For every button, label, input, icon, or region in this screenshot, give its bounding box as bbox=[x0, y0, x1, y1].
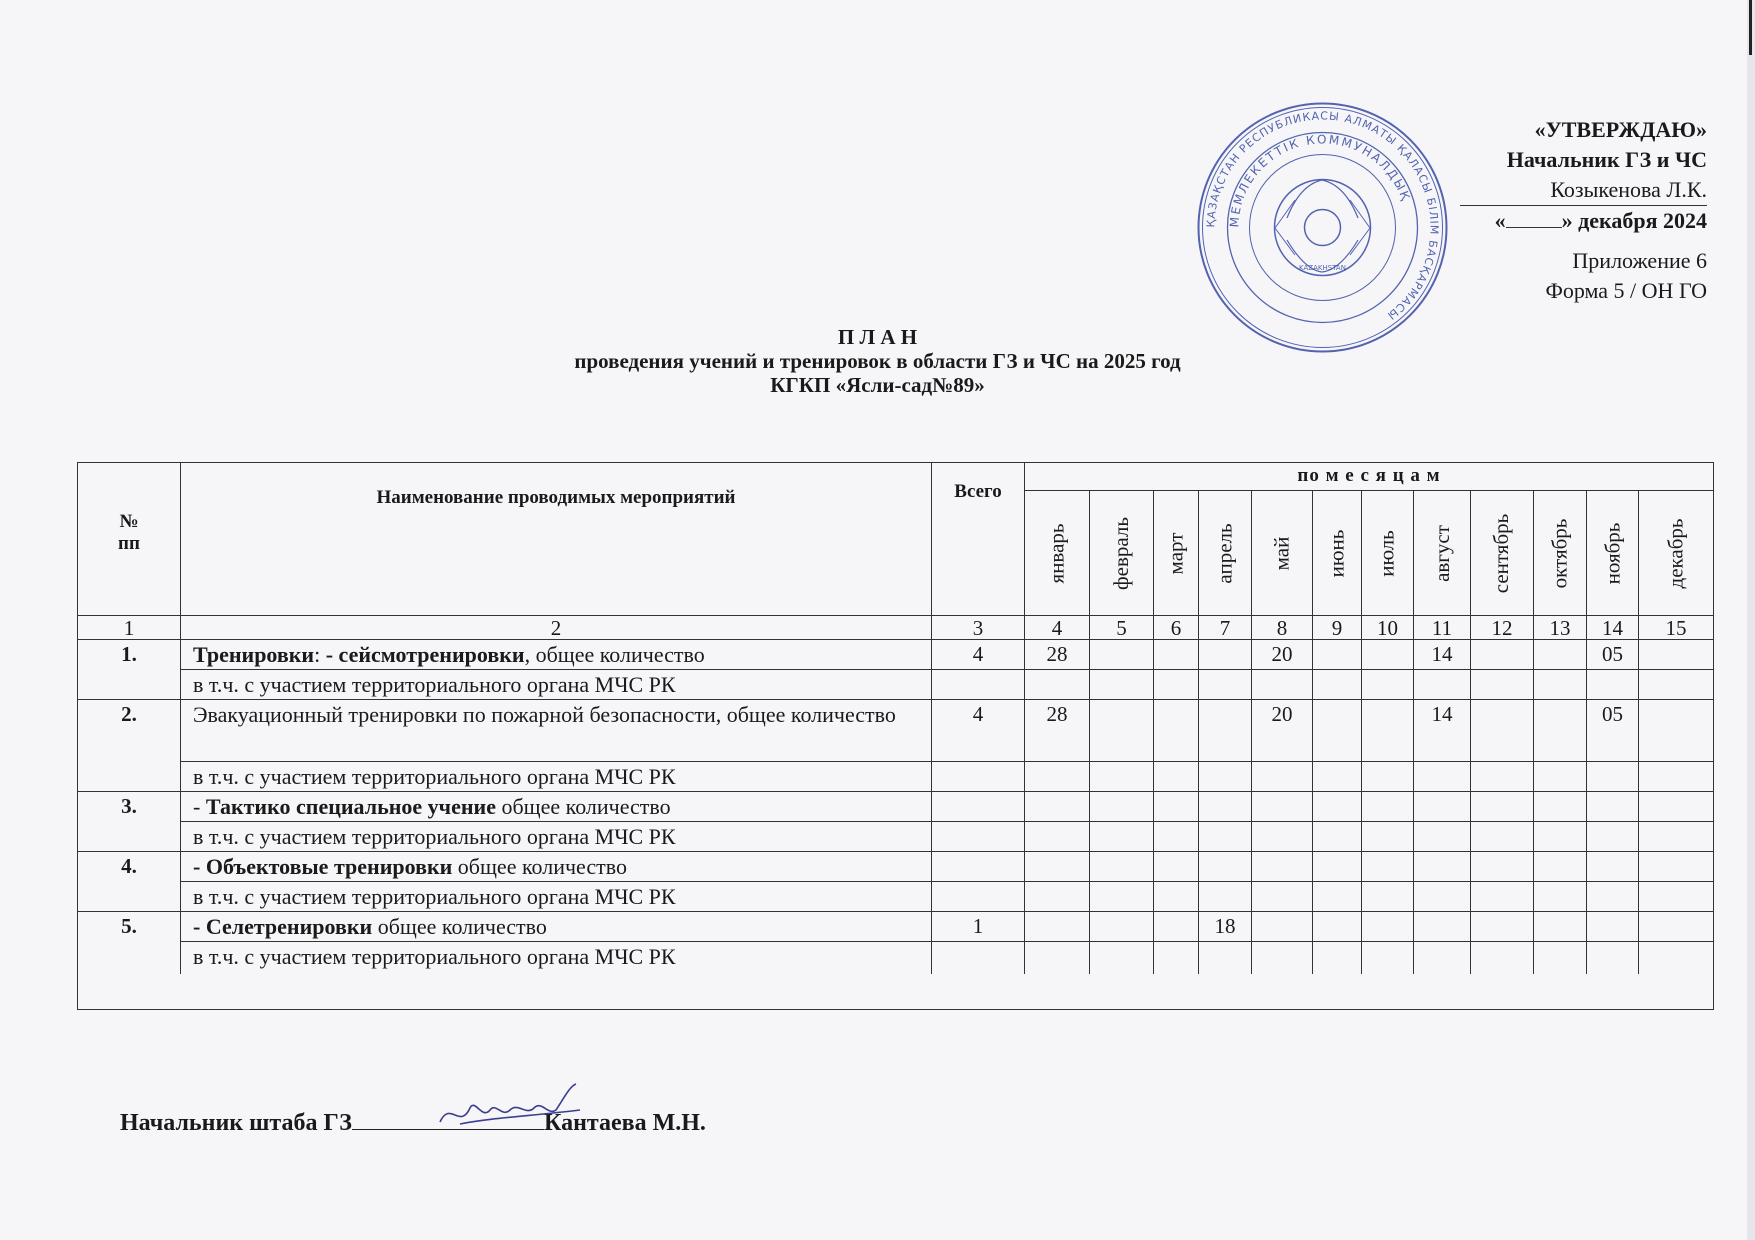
row-month-value bbox=[1313, 792, 1362, 822]
activity-text-bold2: - Объектовые тренировки bbox=[193, 854, 453, 879]
row-month-value bbox=[1362, 882, 1414, 912]
row-month-value bbox=[1313, 942, 1362, 974]
header-total: Всего bbox=[932, 463, 1025, 616]
row-month-value bbox=[1639, 882, 1713, 912]
row-month-value bbox=[1025, 942, 1090, 974]
row-month-value bbox=[1313, 700, 1362, 762]
row-month-value bbox=[1471, 700, 1534, 762]
activity-text-rest: - bbox=[193, 794, 206, 819]
row-month-value bbox=[1587, 762, 1639, 792]
row-month-value bbox=[1025, 762, 1090, 792]
row-month-value bbox=[1313, 822, 1362, 852]
row-month-value bbox=[1587, 852, 1639, 882]
row-month-value bbox=[1199, 762, 1252, 792]
row-month-value bbox=[1362, 670, 1414, 700]
row-month-value bbox=[1090, 762, 1154, 792]
row-month-value bbox=[1587, 822, 1639, 852]
row-month-value bbox=[1154, 700, 1199, 762]
official-stamp bbox=[1195, 100, 1450, 355]
row-month-value bbox=[1471, 882, 1534, 912]
row-number: 1. bbox=[78, 640, 181, 670]
column-number: 9 bbox=[1313, 616, 1362, 640]
row-month-value: 20 bbox=[1252, 640, 1313, 670]
row-month-value bbox=[1534, 700, 1587, 762]
header-num bbox=[78, 463, 181, 616]
row-number bbox=[78, 942, 181, 974]
row-month-value bbox=[1313, 640, 1362, 670]
header-month-5 bbox=[1252, 491, 1313, 616]
plan-table bbox=[77, 462, 1714, 1010]
row-month-value bbox=[1090, 822, 1154, 852]
row-month-value bbox=[1090, 700, 1154, 762]
row-month-value: 28 bbox=[1025, 700, 1090, 762]
activity-text-rest: Эвакуационный тренировки по пожарной безопасности, общее количество bbox=[193, 702, 896, 727]
row-month-value bbox=[1534, 762, 1587, 792]
signer-position: Начальник штаба ГЗ bbox=[120, 1110, 352, 1136]
header-month-7 bbox=[1362, 491, 1414, 616]
activity-text-rest2: общее количество bbox=[372, 914, 547, 939]
row-month-value bbox=[1639, 822, 1713, 852]
row-month-value bbox=[1199, 792, 1252, 822]
column-number: 6 bbox=[1154, 616, 1199, 640]
approval-date bbox=[1460, 206, 1707, 236]
row-month-value bbox=[1199, 882, 1252, 912]
row-month-value bbox=[1471, 792, 1534, 822]
row-month-value bbox=[1414, 942, 1471, 974]
header-month-2 bbox=[1090, 491, 1154, 616]
row-month-value bbox=[1471, 670, 1534, 700]
row-month-value bbox=[1090, 912, 1154, 942]
date-day-blank bbox=[1506, 227, 1562, 228]
activity-text-rest: в т.ч. с участием территориального органа МЧС РК bbox=[193, 764, 676, 789]
approval-block bbox=[1460, 115, 1707, 306]
scan-mark bbox=[1749, 0, 1752, 55]
title-subject: проведения учений и тренировок в области ГЗ и ЧС на 2025 год bbox=[574, 349, 1181, 373]
activity-text-rest: в т.ч. с участием территориального органа МЧС РК bbox=[193, 824, 676, 849]
row-month-value bbox=[1362, 792, 1414, 822]
row-month-value: 20 bbox=[1252, 700, 1313, 762]
row-month-value bbox=[1313, 882, 1362, 912]
activity-text-rest2: общее количество bbox=[452, 854, 627, 879]
row-activity-name bbox=[181, 822, 932, 852]
row-month-value: 14 bbox=[1414, 700, 1471, 762]
row-month-value bbox=[1362, 700, 1414, 762]
row-month-value bbox=[1362, 942, 1414, 974]
row-month-value bbox=[1534, 640, 1587, 670]
row-month-value bbox=[1587, 912, 1639, 942]
row-month-value bbox=[1534, 822, 1587, 852]
row-month-value bbox=[1090, 882, 1154, 912]
row-total: 4 bbox=[932, 640, 1025, 670]
row-month-value: 05 bbox=[1587, 640, 1639, 670]
row-month-value bbox=[1313, 852, 1362, 882]
row-month-value bbox=[1362, 762, 1414, 792]
column-number: 8 bbox=[1252, 616, 1313, 640]
row-month-value bbox=[1090, 640, 1154, 670]
row-month-value bbox=[1025, 852, 1090, 882]
header-month-8 bbox=[1414, 491, 1471, 616]
row-month-value bbox=[1025, 792, 1090, 822]
row-month-value bbox=[1313, 912, 1362, 942]
column-number: 13 bbox=[1534, 616, 1587, 640]
row-month-value bbox=[1199, 670, 1252, 700]
row-total bbox=[932, 852, 1025, 882]
row-month-value bbox=[1639, 762, 1713, 792]
row-month-value bbox=[1534, 882, 1587, 912]
row-month-value bbox=[1534, 670, 1587, 700]
header-month-11 bbox=[1587, 491, 1639, 616]
scan-edge bbox=[1747, 0, 1755, 1240]
column-number: 2 bbox=[181, 616, 932, 640]
row-activity-name bbox=[181, 912, 932, 942]
row-month-value bbox=[1252, 882, 1313, 912]
month-label: декабрь bbox=[1663, 518, 1688, 588]
signer-name: Кантаева М.Н. bbox=[543, 1110, 706, 1136]
stamp-inner-text: МЕМЛЕКЕТТІК КОММУНАЛДЫҚ bbox=[1227, 132, 1414, 228]
row-month-value: 14 bbox=[1414, 640, 1471, 670]
row-month-value bbox=[1154, 670, 1199, 700]
row-month-value bbox=[1414, 912, 1471, 942]
row-month-value bbox=[1252, 762, 1313, 792]
row-total bbox=[932, 792, 1025, 822]
row-month-value bbox=[1414, 762, 1471, 792]
row-number: 2. bbox=[78, 700, 181, 762]
row-month-value bbox=[1025, 670, 1090, 700]
document-title bbox=[0, 325, 1755, 397]
row-total bbox=[932, 670, 1025, 700]
row-month-value bbox=[1199, 942, 1252, 974]
column-number: 3 bbox=[932, 616, 1025, 640]
row-month-value bbox=[1090, 852, 1154, 882]
row-month-value bbox=[1090, 670, 1154, 700]
column-number: 12 bbox=[1471, 616, 1534, 640]
stamp-ring-text: ҚАЗАҚСТАН РЕСПУБЛИКАСЫ АЛМАТЫ ҚАЛАСЫ БІЛІМ БАСҚАРМАСЫ bbox=[1204, 109, 1441, 323]
row-month-value bbox=[1154, 822, 1199, 852]
column-number: 15 bbox=[1639, 616, 1713, 640]
row-month-value bbox=[1362, 822, 1414, 852]
row-month-value bbox=[1154, 882, 1199, 912]
row-number bbox=[78, 762, 181, 792]
header-by-month: по м е с я ц а м bbox=[1025, 463, 1713, 491]
activity-text-bold2: - сейсмотренировки bbox=[325, 642, 525, 667]
row-month-value bbox=[1025, 882, 1090, 912]
activity-text-bold: Тренировки bbox=[193, 642, 315, 667]
header-month-10 bbox=[1534, 491, 1587, 616]
month-label: январь bbox=[1044, 523, 1069, 583]
row-month-value bbox=[1414, 852, 1471, 882]
row-month-value bbox=[1639, 700, 1713, 762]
month-label: октябрь bbox=[1547, 518, 1572, 588]
header-num-pp: пп bbox=[118, 533, 140, 554]
date-month-year: » декабря 2024 bbox=[1561, 208, 1707, 233]
header-month-1 bbox=[1025, 491, 1090, 616]
row-month-value bbox=[1313, 670, 1362, 700]
activity-text-rest: в т.ч. с участием территориального органа МЧС РК bbox=[193, 944, 676, 969]
row-month-value bbox=[1090, 792, 1154, 822]
title-plan: П Л А Н bbox=[837, 325, 918, 349]
row-month-value: 05 bbox=[1587, 700, 1639, 762]
row-activity-name bbox=[181, 700, 932, 762]
row-month-value: 18 bbox=[1199, 912, 1252, 942]
row-month-value bbox=[1471, 912, 1534, 942]
stamp-emblem-label: KAZAKHSTAN bbox=[1299, 264, 1346, 272]
month-label: июль bbox=[1375, 529, 1399, 577]
row-month-value bbox=[1471, 822, 1534, 852]
handwritten-signature bbox=[430, 1080, 600, 1140]
column-number: 7 bbox=[1199, 616, 1252, 640]
row-month-value bbox=[1154, 640, 1199, 670]
row-month-value bbox=[1252, 942, 1313, 974]
row-month-value bbox=[1587, 882, 1639, 912]
row-month-value bbox=[1587, 792, 1639, 822]
row-month-value bbox=[1090, 942, 1154, 974]
row-month-value bbox=[1534, 912, 1587, 942]
row-month-value bbox=[1414, 882, 1471, 912]
row-month-value bbox=[1639, 942, 1713, 974]
row-month-value bbox=[1154, 852, 1199, 882]
date-open-quote: « bbox=[1494, 208, 1506, 233]
title-organization: КГКП «Ясли-сад№89» bbox=[770, 373, 985, 397]
row-number bbox=[78, 882, 181, 912]
row-number: 5. bbox=[78, 912, 181, 942]
activity-text-bold2: - Селетренировки bbox=[193, 914, 373, 939]
row-month-value bbox=[1587, 942, 1639, 974]
form-label: Форма 5 / ОН ГО bbox=[1545, 278, 1707, 303]
row-activity-name bbox=[181, 762, 932, 792]
row-activity-name bbox=[181, 942, 932, 974]
approver-name: Козыкенова Л.К. bbox=[1460, 175, 1707, 206]
header-month-9 bbox=[1471, 491, 1534, 616]
row-month-value bbox=[1639, 912, 1713, 942]
row-month-value bbox=[1471, 942, 1534, 974]
row-number bbox=[78, 670, 181, 700]
header-activity-name: Наименование проводимых мероприятий bbox=[181, 463, 932, 616]
row-month-value bbox=[1154, 762, 1199, 792]
month-label: июнь bbox=[1324, 529, 1349, 577]
signature-line bbox=[120, 1110, 706, 1137]
row-total bbox=[932, 942, 1025, 974]
row-month-value bbox=[1534, 792, 1587, 822]
row-month-value bbox=[1199, 640, 1252, 670]
row-month-value bbox=[1362, 852, 1414, 882]
row-month-value bbox=[1362, 640, 1414, 670]
month-label: ноябрь bbox=[1600, 522, 1625, 584]
row-month-value bbox=[1199, 700, 1252, 762]
row-month-value bbox=[1471, 762, 1534, 792]
column-number: 14 bbox=[1587, 616, 1639, 640]
row-month-value bbox=[1252, 670, 1313, 700]
row-month-value bbox=[1252, 852, 1313, 882]
row-month-value bbox=[1362, 912, 1414, 942]
row-month-value bbox=[1639, 640, 1713, 670]
row-number: 4. bbox=[78, 852, 181, 882]
month-label: май bbox=[1269, 536, 1294, 570]
activity-text-rest: в т.ч. с участием территориального органа МЧС РК bbox=[193, 884, 676, 909]
approver-position: Начальник ГЗ и ЧС bbox=[1506, 147, 1707, 172]
activity-text-bold2: Тактико специальное учение bbox=[205, 794, 496, 819]
row-month-value bbox=[1252, 792, 1313, 822]
column-number: 11 bbox=[1414, 616, 1471, 640]
column-number: 4 bbox=[1025, 616, 1090, 640]
header-month-3 bbox=[1154, 491, 1199, 616]
row-month-value bbox=[1154, 942, 1199, 974]
column-number: 5 bbox=[1090, 616, 1154, 640]
row-month-value bbox=[1471, 640, 1534, 670]
row-month-value bbox=[1199, 822, 1252, 852]
row-month-value bbox=[1587, 670, 1639, 700]
row-month-value bbox=[1199, 852, 1252, 882]
row-month-value bbox=[1534, 942, 1587, 974]
header-month-6 bbox=[1313, 491, 1362, 616]
row-month-value bbox=[1639, 670, 1713, 700]
row-month-value bbox=[1414, 822, 1471, 852]
activity-text-rest: : bbox=[314, 642, 326, 667]
column-number: 10 bbox=[1362, 616, 1414, 640]
header-month-4 bbox=[1199, 491, 1252, 616]
row-activity-name bbox=[181, 670, 932, 700]
row-total: 4 bbox=[932, 700, 1025, 762]
row-activity-name bbox=[181, 852, 932, 882]
row-month-value bbox=[1471, 852, 1534, 882]
row-activity-name bbox=[181, 792, 932, 822]
month-label: август bbox=[1429, 524, 1454, 582]
month-label: февраль bbox=[1109, 516, 1133, 590]
row-total bbox=[932, 762, 1025, 792]
row-month-value bbox=[1534, 852, 1587, 882]
activity-text-rest2: общее количество bbox=[495, 794, 671, 819]
row-activity-name bbox=[181, 640, 932, 670]
row-month-value bbox=[1639, 792, 1713, 822]
row-month-value bbox=[1025, 912, 1090, 942]
row-month-value bbox=[1414, 670, 1471, 700]
header-num-symbol: № bbox=[119, 511, 139, 532]
month-label: апрель bbox=[1212, 522, 1237, 584]
row-total bbox=[932, 822, 1025, 852]
month-label: сентябрь bbox=[1489, 513, 1514, 593]
row-month-value bbox=[1025, 822, 1090, 852]
appendix-label: Приложение 6 bbox=[1572, 248, 1707, 273]
row-month-value bbox=[1639, 852, 1713, 882]
header-month-12 bbox=[1639, 491, 1713, 616]
column-number: 1 bbox=[78, 616, 181, 640]
row-total bbox=[932, 882, 1025, 912]
row-month-value bbox=[1313, 762, 1362, 792]
activity-text-rest2: , общее количество bbox=[524, 642, 705, 667]
row-month-value bbox=[1252, 912, 1313, 942]
row-month-value bbox=[1252, 822, 1313, 852]
row-number bbox=[78, 822, 181, 852]
row-month-value bbox=[1154, 792, 1199, 822]
row-total: 1 bbox=[932, 912, 1025, 942]
row-month-value: 28 bbox=[1025, 640, 1090, 670]
activity-text-rest: в т.ч. с участием территориального органа МЧС РК bbox=[193, 672, 676, 697]
row-month-value bbox=[1154, 912, 1199, 942]
row-month-value bbox=[1414, 792, 1471, 822]
row-number: 3. bbox=[78, 792, 181, 822]
month-label: март bbox=[1163, 532, 1188, 574]
approve-word: «УТВЕРЖДАЮ» bbox=[1534, 117, 1707, 142]
row-activity-name bbox=[181, 882, 932, 912]
